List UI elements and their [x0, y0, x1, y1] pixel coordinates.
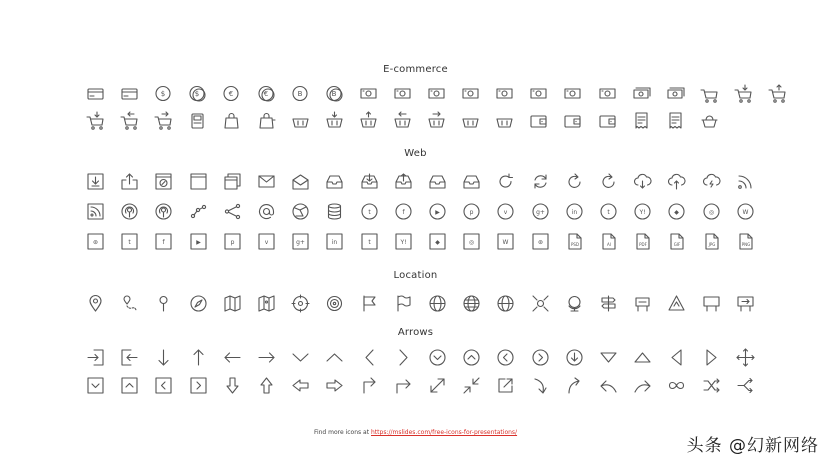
square-facebook-icon — [154, 232, 173, 251]
expand-globe-icon — [531, 294, 550, 313]
loop-icon — [667, 376, 686, 395]
external-link-icon — [496, 376, 515, 395]
map-marked-icon — [257, 294, 276, 313]
cart-down-icon — [734, 84, 753, 103]
inbox-icon — [462, 172, 481, 191]
basket-icon — [495, 111, 514, 130]
svg-text:◎: ◎ — [708, 209, 714, 216]
svg-text:t: t — [607, 209, 610, 216]
svg-text:GIF: GIF — [674, 242, 681, 247]
square-chevron-down-icon — [86, 376, 105, 395]
svg-text:t: t — [367, 209, 371, 216]
banknote-icon — [461, 84, 480, 103]
file-gif-icon — [667, 232, 686, 251]
svg-text:in: in — [332, 239, 338, 246]
inbox-down-icon — [360, 172, 379, 191]
svg-text:v: v — [264, 239, 269, 246]
circle-wordpress-icon — [736, 202, 755, 221]
chevron-down-icon — [291, 348, 310, 367]
svg-text:◆: ◆ — [435, 239, 440, 246]
mail-open-icon — [291, 172, 310, 191]
circle-linkedin-icon — [565, 202, 584, 221]
arrow-right-bold-icon — [325, 376, 344, 395]
ecommerce-icon-row-2 — [0, 111, 831, 131]
cart-icon — [700, 84, 719, 103]
file-jpg-icon — [702, 232, 721, 251]
square-chevron-right-icon — [189, 376, 208, 395]
svg-text:B: B — [331, 90, 337, 98]
svg-text:$: $ — [160, 90, 166, 98]
cart-left-icon — [120, 111, 139, 130]
square-instagram-icon — [462, 232, 481, 251]
location-icon-row — [0, 294, 831, 314]
billboard-arrow-icon — [736, 294, 755, 313]
credit-card-icon — [86, 84, 105, 103]
square-youtube-icon — [189, 232, 208, 251]
svg-text:p: p — [230, 239, 235, 246]
svg-text:Y!: Y! — [639, 209, 646, 216]
chevron-right-icon — [394, 348, 413, 367]
square-linkedin-icon — [325, 232, 344, 251]
banknotes-icon — [632, 84, 651, 103]
compass-icon — [189, 294, 208, 313]
sign-board-icon — [633, 294, 652, 313]
basket-icon — [291, 111, 310, 130]
wallet-icon — [529, 111, 548, 130]
banknote-icon — [393, 84, 412, 103]
footer-link[interactable]: https://mslides.com/free-icons-for-presentations/ — [371, 429, 518, 436]
coins-dollar-icon — [188, 84, 207, 103]
circle-vimeo-icon — [496, 202, 515, 221]
triangle-left-icon — [667, 348, 686, 367]
pushpin-icon — [154, 294, 173, 313]
pos-terminal-icon — [188, 111, 207, 130]
triangle-up-icon — [633, 348, 652, 367]
triangle-right-icon — [702, 348, 721, 367]
svg-text:◎: ◎ — [469, 239, 475, 246]
section-title-ecommerce: E-commerce — [383, 64, 448, 75]
svg-text:PNG: PNG — [741, 242, 751, 247]
target-icon — [291, 294, 310, 313]
coin-euro-icon — [222, 84, 241, 103]
svg-text:€: € — [263, 90, 268, 98]
banknote-icon — [495, 84, 514, 103]
file-psd-icon — [565, 232, 584, 251]
svg-text:PSD: PSD — [570, 242, 579, 247]
svg-text:$: $ — [195, 90, 200, 98]
banknotes-icon — [666, 84, 685, 103]
arrows-icon-row-2 — [0, 376, 831, 396]
svg-text:▶: ▶ — [435, 209, 440, 216]
basket-up-icon — [359, 111, 378, 130]
web-icon-row-3 — [0, 232, 831, 252]
square-dropbox-icon — [428, 232, 447, 251]
flag-icon — [360, 294, 379, 313]
credit-card-icon — [120, 84, 139, 103]
footer-text: Find more icons at — [313, 429, 371, 436]
circle-instagram-icon — [702, 202, 721, 221]
section-title-web: Web — [404, 148, 427, 159]
turn-right-icon — [394, 376, 413, 395]
shop-basket-icon — [700, 111, 719, 130]
basket-icon — [461, 111, 480, 130]
svg-text:◆: ◆ — [674, 209, 680, 216]
browser-icon — [189, 172, 208, 191]
circle-google-plus-icon — [531, 202, 550, 221]
circle-tumblr-icon — [599, 202, 618, 221]
desk-globe-icon — [565, 294, 584, 313]
circle-pinterest-icon — [462, 202, 481, 221]
circle-twitter-icon — [360, 202, 379, 221]
circle-dropbox-icon — [667, 202, 686, 221]
circle-chevron-up-icon — [462, 348, 481, 367]
billboard-icon — [702, 294, 721, 313]
refresh-icon — [496, 172, 515, 191]
reply-icon — [599, 376, 618, 395]
mail-icon — [257, 172, 276, 191]
svg-text:t: t — [367, 239, 371, 246]
banknote-icon — [563, 84, 582, 103]
arrow-up-icon — [189, 348, 208, 367]
receipt-icon — [666, 111, 685, 130]
svg-text:JPG: JPG — [708, 242, 715, 247]
square-google-plus-icon — [291, 232, 310, 251]
expand-diagonal-icon — [428, 376, 447, 395]
section-title-location: Location — [393, 270, 438, 281]
flag-checkered-icon — [394, 294, 413, 313]
collapse-diagonal-icon — [462, 376, 481, 395]
curve-down-icon — [531, 376, 550, 395]
square-dribbble-icon — [531, 232, 550, 251]
arrow-down-icon — [154, 348, 173, 367]
watermark: 头条 @幻新网络 — [686, 436, 819, 456]
rss-square-icon — [86, 202, 105, 221]
square-pinterest-icon — [223, 232, 242, 251]
circle-arrow-down-icon — [565, 348, 584, 367]
podcast-icon — [120, 202, 139, 221]
svg-text:W: W — [502, 239, 509, 246]
warning-sign-icon — [667, 294, 686, 313]
arrow-left-bold-icon — [291, 376, 310, 395]
upload-icon — [120, 172, 139, 191]
svg-text:AI: AI — [607, 242, 611, 247]
curve-up-icon — [565, 376, 584, 395]
square-twitter-icon — [120, 232, 139, 251]
podcast-icon — [154, 202, 173, 221]
signpost-icon — [599, 294, 618, 313]
inbox-icon — [428, 172, 447, 191]
globe-icon — [428, 294, 447, 313]
globe-network-icon — [291, 202, 310, 221]
file-pdf-icon — [633, 232, 652, 251]
banknote-icon — [359, 84, 378, 103]
globe-grid-icon — [462, 294, 481, 313]
inbox-up-icon — [394, 172, 413, 191]
basket-right-icon — [427, 111, 446, 130]
redo-icon — [565, 172, 584, 191]
browsers-icon — [223, 172, 242, 191]
cloud-lightning-icon — [702, 172, 721, 191]
arrow-up-bold-icon — [257, 376, 276, 395]
svg-text:⊛: ⊛ — [92, 239, 99, 246]
svg-text:W: W — [742, 209, 749, 216]
circle-yahoo-icon — [633, 202, 652, 221]
share-nodes-icon — [189, 202, 208, 221]
map-pin-icon — [86, 294, 105, 313]
svg-text:⊛: ⊛ — [537, 239, 543, 246]
square-yahoo-icon — [394, 232, 413, 251]
chevron-left-icon — [360, 348, 379, 367]
square-dribbble-icon — [86, 232, 105, 251]
receipt-icon — [632, 111, 651, 130]
move-arrows-icon — [736, 348, 755, 367]
coins-euro-icon — [257, 84, 276, 103]
database-icon — [325, 202, 344, 221]
svg-text:v: v — [504, 209, 508, 216]
cloud-download-icon — [633, 172, 652, 191]
banknote-icon — [427, 84, 446, 103]
arrow-down-bold-icon — [223, 376, 242, 395]
sign-out-icon — [120, 348, 139, 367]
coins-bitcoin-icon — [325, 84, 344, 103]
bags-icon — [257, 111, 276, 130]
sign-in-icon — [86, 348, 105, 367]
chevron-up-icon — [325, 348, 344, 367]
svg-text:p: p — [469, 209, 474, 216]
circle-youtube-icon — [428, 202, 447, 221]
cloud-upload-icon — [667, 172, 686, 191]
turn-up-right-icon — [360, 376, 379, 395]
inbox-icon — [325, 172, 344, 191]
triangle-down-icon — [599, 348, 618, 367]
banknote-icon — [598, 84, 617, 103]
route-pin-icon — [120, 294, 139, 313]
svg-text:€: € — [229, 90, 234, 98]
bag-icon — [222, 111, 241, 130]
web-icon-row-2 — [0, 202, 831, 222]
svg-text:g+: g+ — [296, 239, 306, 246]
circle-chevron-down-icon — [428, 348, 447, 367]
svg-text:g+: g+ — [535, 209, 545, 216]
coin-bitcoin-icon — [291, 84, 310, 103]
crosshair-icon — [325, 294, 344, 313]
at-icon — [257, 202, 276, 221]
svg-text:▶: ▶ — [195, 239, 201, 246]
banknote-icon — [529, 84, 548, 103]
web-icon-row-1 — [0, 172, 831, 192]
forward-icon — [633, 376, 652, 395]
split-icon — [736, 376, 755, 395]
circle-chevron-left-icon — [496, 348, 515, 367]
square-chevron-left-icon — [154, 376, 173, 395]
square-vimeo-icon — [257, 232, 276, 251]
reload-icon — [599, 172, 618, 191]
download-icon — [86, 172, 105, 191]
rss-icon — [736, 172, 755, 191]
cart-right-icon — [154, 111, 173, 130]
cart-down-icon — [86, 111, 105, 130]
svg-text:Y!: Y! — [400, 239, 407, 246]
wallet-icon — [598, 111, 617, 130]
shuffle-icon — [702, 376, 721, 395]
circle-facebook-icon — [394, 202, 413, 221]
browser-compass-icon — [154, 172, 173, 191]
share-icon — [223, 202, 242, 221]
square-wordpress-icon — [496, 232, 515, 251]
svg-text:PDF: PDF — [639, 242, 648, 247]
cart-up-icon — [768, 84, 787, 103]
square-tumblr-icon — [360, 232, 379, 251]
map-icon — [223, 294, 242, 313]
square-chevron-up-icon — [120, 376, 139, 395]
ecommerce-icon-row-1 — [0, 84, 831, 104]
refresh-cycle-icon — [531, 172, 550, 191]
basket-down-icon — [325, 111, 344, 130]
arrows-icon-row-1 — [0, 348, 831, 368]
section-title-arrows: Arrows — [397, 327, 434, 338]
svg-text:B: B — [297, 90, 302, 98]
circle-chevron-right-icon — [531, 348, 550, 367]
wallet-icon — [563, 111, 582, 130]
svg-text:f: f — [402, 209, 405, 216]
svg-text:t: t — [128, 239, 131, 246]
globe-africa-icon — [496, 294, 515, 313]
arrow-right-icon — [257, 348, 276, 367]
file-ai-icon — [599, 232, 618, 251]
basket-left-icon — [393, 111, 412, 130]
file-png-icon — [736, 232, 755, 251]
svg-text:f: f — [162, 239, 165, 246]
arrow-left-icon — [223, 348, 242, 367]
svg-text:in: in — [571, 209, 578, 216]
coin-dollar-icon — [154, 84, 173, 103]
